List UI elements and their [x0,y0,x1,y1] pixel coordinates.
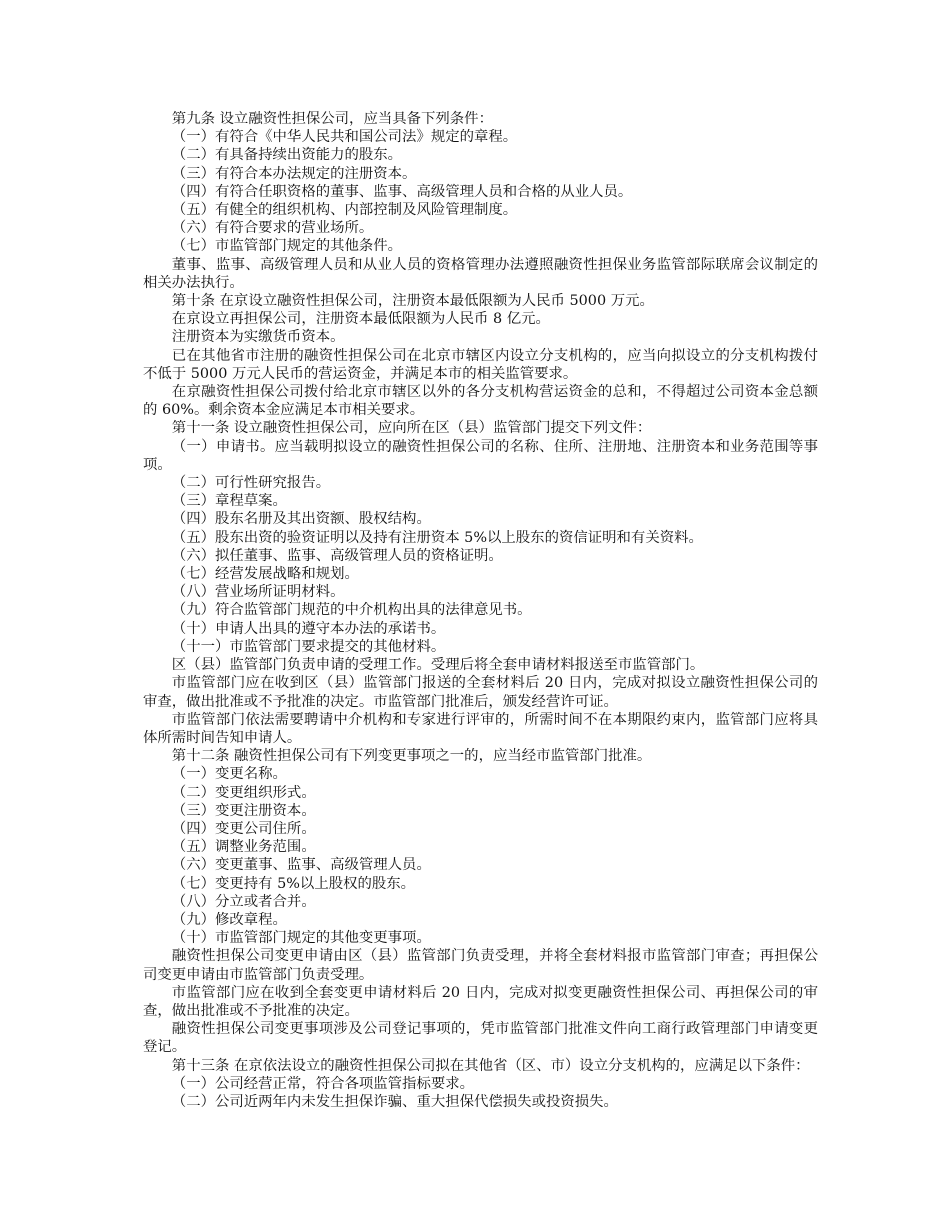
article-13-item-1: （一）公司经营正常，符合各项监管指标要求。 [171,1075,475,1092]
article-12-para-registration: 融资性担保公司变更事项涉及公司登记事项的，凭市监管部门批准文件向工商行政管理部门申请变更登记。 [143,1021,818,1056]
article-9-item-1: （一）有符合《中华人民共和国公司法》规定的章程。 [171,129,518,146]
article-12-item-4: （四）变更公司住所。 [171,820,316,837]
article-9-item-7: （七）市监管部门规定的其他条件。 [171,238,403,255]
article-13-item-2: （二）公司近两年内未发生担保诈骗、重大担保代偿损失或投资损失。 [171,1093,618,1110]
article-12-para-acceptance: 融资性担保公司变更申请由区（县）监管部门负责受理，并将全套材料报市监管部门审查；再担保公司变更申请由市监管部门负责受理。 [143,948,818,983]
article-12-item-10: （十）市监管部门规定的其他变更事项。 [171,930,431,947]
article-9-item-5: （五）有健全的组织机构、内部控制及风险管理制度。 [171,202,518,219]
article-11-item-8: （八）营业场所证明材料。 [171,584,345,601]
article-9-item-4: （四）有符合任职资格的董事、监事、高级管理人员和合格的从业人员。 [171,183,633,200]
article-10-para-4: 已在其他省市注册的融资性担保公司在北京市辖区内设立分支机构的，应当向拟设立的分支机构拨付不低于 5000 万元人民币的营运资金，并满足本市的相关监管要求。 [143,347,818,382]
article-11-item-11: （十一）市监管部门要求提交的其他材料。 [171,638,446,655]
article-11-para-experts: 市监管部门依法需要聘请中介机构和专家进行评审的，所需时间不在本期限约束内，监管部门应将具体所需时间告知申请人。 [143,711,818,746]
article-12-item-3: （三）变更注册资本。 [171,802,316,819]
article-12-item-6: （六）变更董事、监事、高级管理人员。 [171,857,431,874]
article-11-item-10: （十）申请人出具的遵守本办法的承诺书。 [171,620,446,637]
article-11-para-review: 市监管部门应在收到区（县）监管部门报送的全套材料后 20 日内，完成对拟设立融资性担保公司的审查，做出批准或不予批准的决定。市监管部门批准后，颁发经营许可证。 [143,675,818,710]
article-9-item-6: （六）有符合要求的营业场所。 [171,220,374,237]
article-9-item-2: （二）有具备持续出资能力的股东。 [171,147,403,164]
article-11-item-1: （一）申请书。应当载明拟设立的融资性担保公司的名称、住所、注册地、注册资本和业务范围等事项。 [143,438,818,473]
article-12-item-2: （二）变更组织形式。 [171,784,316,801]
article-13-heading: 第十三条 在京依法设立的融资性担保公司拟在其他省（区、市）设立分支机构的，应满足以下条件： [171,1057,810,1074]
article-10-para-3: 注册资本为实缴货币资本。 [171,329,345,346]
article-11-item-4: （四）股东名册及其出资额、股权结构。 [171,511,431,528]
article-12-item-5: （五）调整业务范围。 [171,839,316,856]
article-9-note: 董事、监事、高级管理人员和从业人员的资格管理办法遵照融资性担保业务监管部际联席会议制定的相关办法执行。 [143,256,818,291]
article-11-item-9: （九）符合监管部门规范的中介机构出具的法律意见书。 [171,602,532,619]
article-11-item-5: （五）股东出资的验资证明以及持有注册资本 5%以上股东的资信证明和有关资料。 [171,529,703,546]
article-12-para-review: 市监管部门应在收到全套变更申请材料后 20 日内，完成对拟变更融资性担保公司、再担保公司的审查，做出批准或不予批准的决定。 [143,984,818,1019]
article-12-heading: 第十二条 融资性担保公司有下列变更事项之一的，应当经市监管部门批准。 [171,748,652,765]
article-10-para-2: 在京设立再担保公司，注册资本最低限额为人民币 8 亿元。 [171,311,550,328]
article-11-item-7: （七）经营发展战略和规划。 [171,566,359,583]
article-11-para-acceptance: 区（县）监管部门负责申请的受理工作。受理后将全套申请材料报送至市监管部门。 [171,657,705,674]
article-12-item-9: （九）修改章程。 [171,911,287,928]
article-11-item-3: （三）章程草案。 [171,493,287,510]
document-body [143,110,818,1111]
article-11-heading: 第十一条 设立融资性担保公司，应向所在区（县）监管部门提交下列文件： [171,420,652,437]
article-9-item-3: （三）有符合本办法规定的注册资本。 [171,165,417,182]
article-9-heading: 第九条 设立融资性担保公司，应当具备下列条件： [171,111,493,127]
article-11-item-2: （二）可行性研究报告。 [171,475,331,492]
article-10-para-5: 在京融资性担保公司拨付给北京市辖区以外的各分支机构营运资金的总和，不得超过公司资本金总额的 60%。剩余资本金应满足本市相关要求。 [143,384,818,419]
article-12-item-7: （七）变更持有 5%以上股权的股东。 [171,875,416,892]
article-12-item-8: （八）分立或者合并。 [171,893,316,910]
article-10-heading: 第十条 在京设立融资性担保公司，注册资本最低限额为人民币 5000 万元。 [171,293,654,310]
article-12-item-1: （一）变更名称。 [171,766,287,783]
article-11-item-6: （六）拟任董事、监事、高级管理人员的资格证明。 [171,547,503,564]
